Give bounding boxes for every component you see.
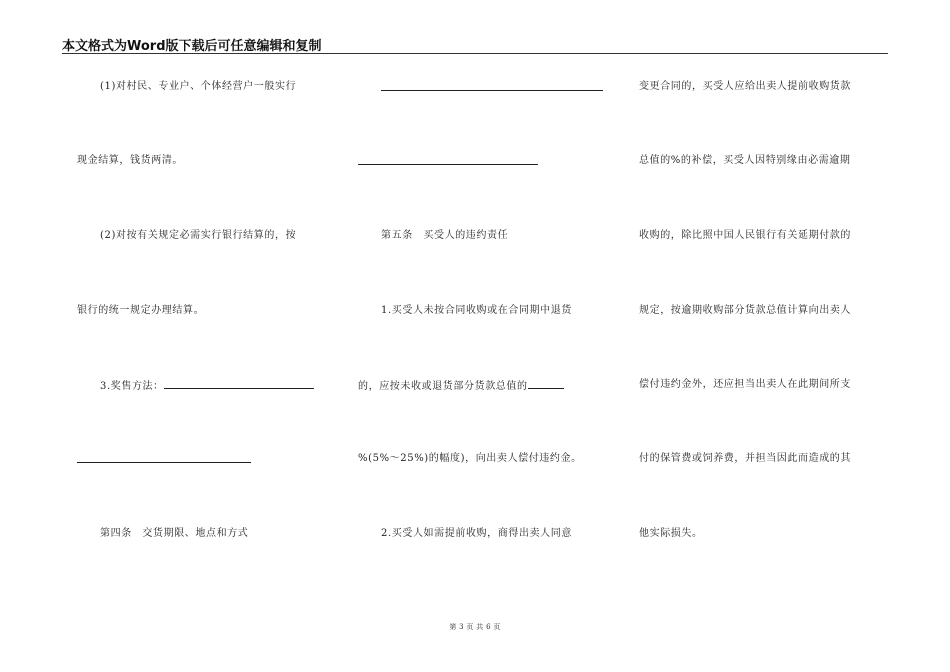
article-heading: 第四条 交货期限、地点和方式 [100, 528, 249, 539]
paragraph-line: 付的保管费或饲养费，并担当因此而造成的其 [639, 453, 851, 464]
reward-method-line [77, 379, 322, 393]
paragraph-text: 的，应按未收或退货部分货款总值的 [358, 381, 528, 392]
paragraph-line: 银行的统一规定办理结算。 [77, 305, 205, 316]
paragraph-line: %(5%～25%)的幅度)，向出卖人偿付违约金。 [358, 453, 582, 464]
paragraph-line: 1.买受人未按合同收购或在合同期中退货 [381, 305, 572, 316]
paragraph-line-with-blank [358, 379, 603, 393]
document-header-title: 本文格式为Word版下载后可任意编辑和复制 [62, 39, 322, 54]
fill-in-line [358, 81, 603, 95]
paragraph-text: 3.奖售方法： [100, 381, 164, 392]
paragraph-line: 收购的，除比照中国人民银行有关延期付款的 [639, 230, 851, 241]
fill-in-blank [381, 81, 603, 91]
paragraph-line: 现金结算，钱货两清。 [77, 155, 183, 166]
text-column-2 [358, 0, 603, 600]
article-heading: 第五条 买受人的违约责任 [381, 230, 509, 241]
text-column-3 [639, 0, 881, 600]
paragraph-line: 总值的%的补偿，买受人因特别缘由必需逾期 [639, 155, 851, 166]
fill-in-blank [358, 155, 538, 165]
paragraph-line: (2)对按有关规定必需实行银行结算的，按 [100, 230, 297, 241]
paragraph-line: 他实际损失。 [639, 528, 703, 539]
text-column-1 [77, 0, 322, 600]
paragraph-line: (1)对村民、专业户、个体经营户一般实行 [100, 81, 297, 92]
fill-in-blank [77, 453, 251, 463]
paragraph-line: 规定，按逾期收购部分货款总值计算向出卖人 [639, 305, 851, 316]
fill-in-line [77, 453, 322, 467]
fill-in-line [358, 155, 603, 169]
fill-in-blank [164, 379, 314, 389]
page-number-footer: 第 3 页 共 6 页 [449, 623, 501, 631]
paragraph-line: 2.买受人如需提前收购，商得出卖人同意 [381, 528, 572, 539]
paragraph-line: 变更合同的，买受人应给出卖人提前收购货款 [639, 81, 851, 92]
fill-in-blank [528, 379, 564, 389]
paragraph-line: 偿付违约金外，还应担当出卖人在此期间所支 [639, 379, 851, 390]
